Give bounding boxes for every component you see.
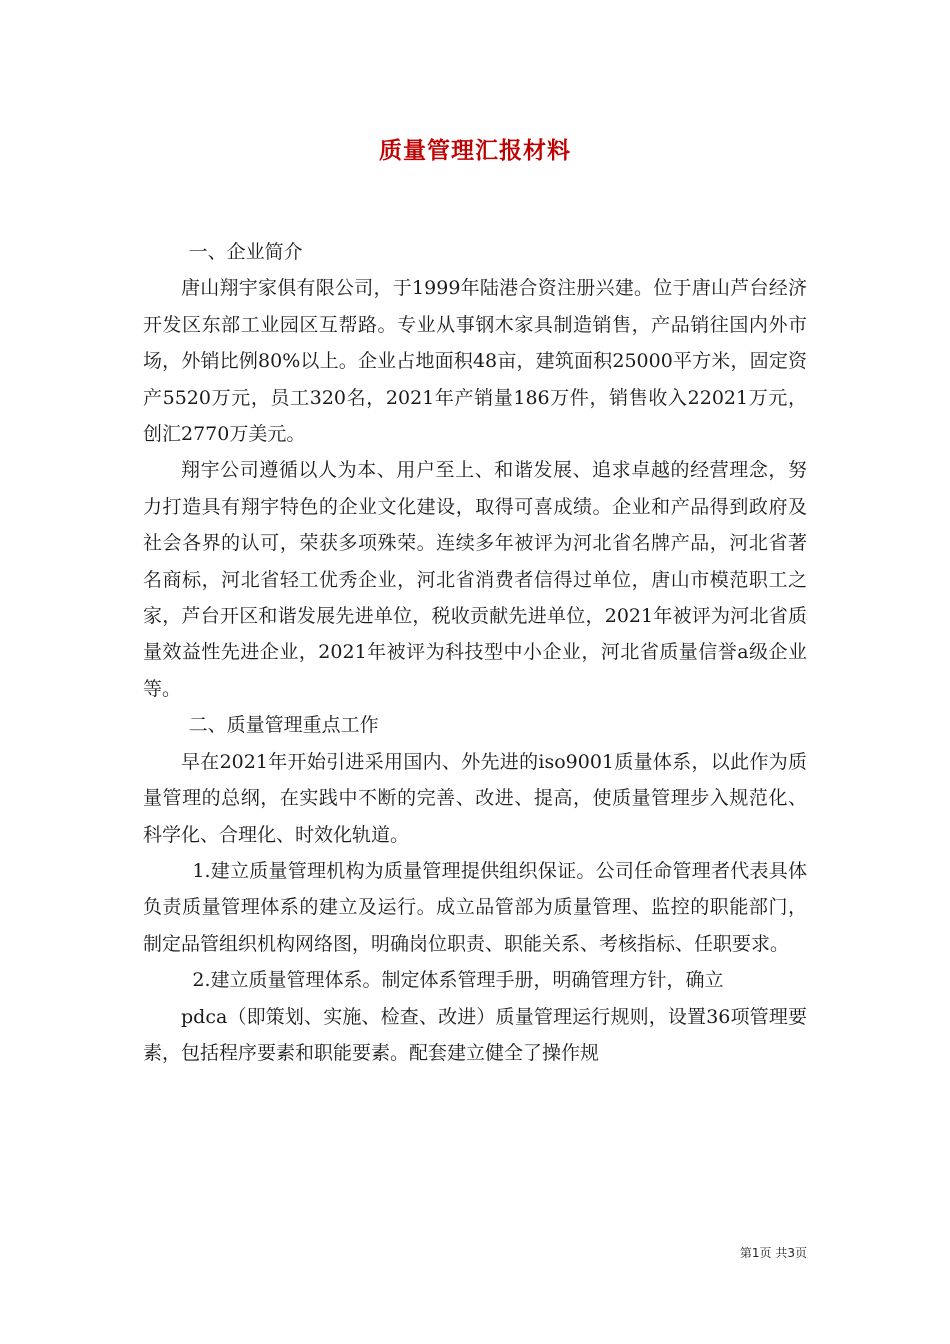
paragraph-company-profile: 唐山翔宇家俱有限公司，于1999年陆港合资注册兴建。位于唐山芦台经济开发区东部工业园区互帮路。专业从事钢木家具制造销售，产品销往国内外市场，外销比例80%以上。企业占地面积48亩，建筑面积25000平方米，固定资产5520万元，员工320名，2021年产销量186万件，销售收入22021万元，创汇2770万美元。 <box>143 277 807 446</box>
paragraph-iso9001: 早在2021年开始引进采用国内、外先进的iso9001质量体系，以此作为质量管理的总纲，在实践中不断的完善、改进、提高，使质量管理步入规范化、科学化、合理化、时效化轨道。 <box>143 750 807 846</box>
section-heading-company-intro: 一、企业简介 <box>188 241 303 263</box>
list-item-quality-organization: 1.建立质量管理机构为质量管理提供组织保证。公司任命管理者代表具体负责质量管理体系的建立及运行。成立品管部为质量管理、监控的职能部门，制定品管组织机构网络图，明确岗位职责、职能关系、考核指标、任职要求。 <box>143 859 807 955</box>
section-heading-quality-work: 二、质量管理重点工作 <box>188 714 379 737</box>
paragraph-pdca: pdca（即策划、实施、检查、改进）质量管理运行规则，设置36项管理要素，包括程序要素和职能要素。配套建立健全了操作规 <box>143 1005 807 1064</box>
list-item-quality-system: 2.建立质量管理体系。制定体系管理手册，明确管理方针，确立 <box>192 969 724 992</box>
page-number: 第1页 共3页 <box>739 1246 807 1260</box>
document-title: 质量管理汇报材料 <box>379 137 571 164</box>
paragraph-company-honors: 翔宇公司遵循以人为本、用户至上、和谐发展、追求卓越的经营理念，努力打造具有翔宇特色的企业文化建设，取得可喜成绩。企业和产品得到政府及社会各界的认可，荣获多项殊荣。连续多年被评为河北省名牌产品，河北省著名商标，河北省轻工优秀企业，河北省消费者信得过单位，唐山市模范职工之家，芦台开区和谐发展先进单位，税收贡献先进单位，2021年被评为河北省质量效益性先进企业，2021年被评为科技型中小企业，河北省质量信誉a级企业等。 <box>143 459 807 700</box>
document-body <box>143 234 807 1071</box>
